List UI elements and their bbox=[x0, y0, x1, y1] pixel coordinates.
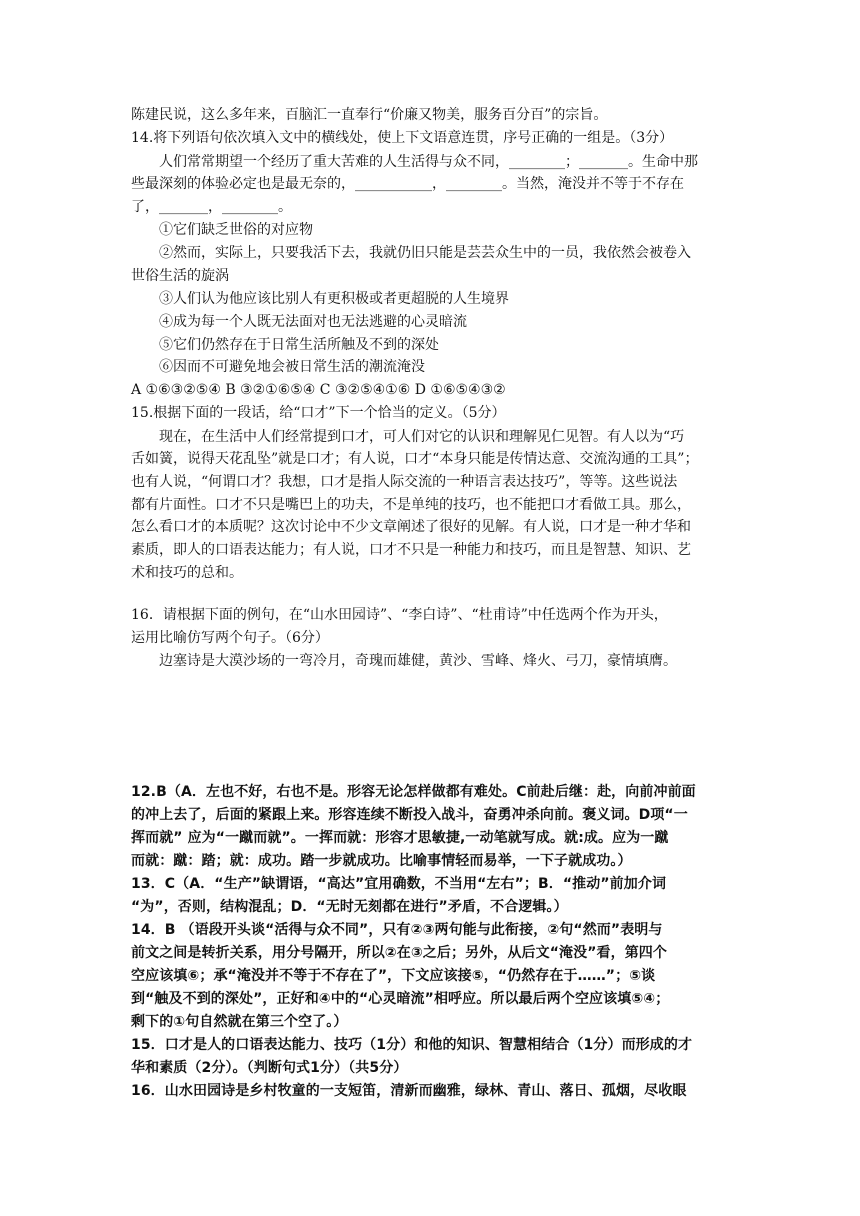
answer-line: 的冲上去了，后面的紧跟上来。形容连续不断投入战斗，奋勇冲杀向前。褒义词。D项“一 bbox=[131, 807, 688, 823]
intro-line: 陈建民说，这么多年来，百脑汇一直奉行“价廉又物美，服务百分百”的宗旨。 bbox=[131, 107, 608, 123]
question-15-stem: 15.根据下面的一段话，给“口才”下一个恰当的定义。（5分） bbox=[131, 405, 506, 421]
answer-line: 空应该填⑥；承“淹没并不等于不存在了”，下文应该接⑤，“仍然存在于……”；⑤谈 bbox=[131, 968, 656, 984]
question-15-passage-line: 术和技巧的总和。 bbox=[131, 565, 243, 581]
answer-line: 前文之间是转折关系，用分号隔开，所以②在③之后；另外，从后文“淹没”看，第四个 bbox=[131, 945, 668, 961]
question-14-passage-line: 人们常常期望一个经历了重大苦难的人生活得与众不同，________；_______。生命中那 bbox=[159, 154, 698, 170]
answer-line: 而就：蹴：踏；就：成功。踏一步就成功。比喻事情轻而易举，一下子就成功。） bbox=[131, 853, 632, 869]
question-15-passage-line: 素质，即人的口语表达能力；有人说，口才不只是一种能力和技巧，而且是智慧、知识、艺 bbox=[131, 542, 691, 558]
answer-line: 13．C（A．“生产”缺谓语，“高达”宜用确数，不当用“左右”；B．“推动”前加介词 bbox=[131, 876, 667, 892]
question-15-passage-line: 都有片面性。口才不只是嘴巴上的功夫，不是单纯的技巧，也不能把口才看做工具。那么， bbox=[131, 497, 691, 513]
question-14-item: ⑤它们仍然存在于日常生活所触及不到的深处 bbox=[159, 337, 439, 353]
answer-line: 16．山水田园诗是乡村牧童的一支短笛，清新而幽雅，绿林、青山、落日、孤烟，尽收眼 bbox=[131, 1083, 687, 1099]
question-16-stem: 16．请根据下面的例句，在“山水田园诗”、“李白诗”、“杜甫诗”中任选两个作为开头， bbox=[131, 607, 668, 623]
question-14-passage-line: 些最深刻的体验必定也是最无奈的，___________，________。当然，淹没并不等于不存在 bbox=[131, 176, 684, 192]
question-14-passage-line: 了，_______，________。 bbox=[131, 199, 292, 215]
question-14-item: ③人们认为他应该比别人有更积极或者更超脱的人生境界 bbox=[159, 291, 509, 307]
question-15-passage-line: 也有人说，“何谓口才？我想，口才是指人际交流的一种语言表达技巧”，等等。这些说法 bbox=[131, 474, 678, 490]
question-14-item: ④成为每一个人既无法面对也无法逃避的心灵暗流 bbox=[159, 314, 467, 330]
question-15-passage-line: 现在，在生活中人们经常提到口才，可人们对它的认识和理解见仁见智。有人以为“巧 bbox=[159, 429, 685, 445]
question-15-passage-line: 怎么看口才的本质呢？这次讨论中不少文章阐述了很好的见解。有人说，口才是一种才华和 bbox=[131, 519, 691, 535]
answer-line: 华和素质（2分）。（判断句式1分）（共5分） bbox=[131, 1060, 408, 1076]
answer-line: 15．口才是人的口语表达能力、技巧（1分）和他的知识、智慧相结合（1分）而形成的才 bbox=[131, 1037, 693, 1053]
question-14-options: A ①⑥③②⑤④ B ③②①⑥⑤④ C ③②⑤④①⑥ D ①⑥⑤④③② bbox=[131, 382, 506, 398]
answer-line: 12.B（A．左也不好，右也不是。形容无论怎样做都有难处。C前赴后继：赴，向前冲前面 bbox=[131, 784, 696, 800]
question-16-stem: 运用比喻仿写两个句子。（6分） bbox=[131, 630, 329, 646]
question-14-item: ①它们缺乏世俗的对应物 bbox=[159, 222, 313, 238]
answer-line: “为”，否则，结构混乱；D．“无时无刻都在进行”矛盾，不合逻辑。） bbox=[131, 899, 568, 915]
question-15-passage-line: 舌如簧，说得天花乱坠”就是口才；有人说，口才“本身只能是传情达意、交流沟通的工具”； bbox=[131, 451, 699, 467]
question-14-stem: 14.将下列语句依次填入文中的横线处，使上下文语意连贯，序号正确的一组是。（3分） bbox=[131, 130, 674, 146]
question-16-example: 边塞诗是大漠沙场的一弯冷月，奇瑰而雄健，黄沙、雪峰、烽火、弓刀，豪情填膺。 bbox=[159, 653, 677, 669]
answer-line: 到“触及不到的深处”，正好和④中的“心灵暗流”相呼应。所以最后两个空应该填⑤④； bbox=[131, 991, 670, 1007]
question-14-item: ②然而，实际上，只要我活下去，我就仍旧只能是芸芸众生中的一员，我依然会被卷入 bbox=[159, 245, 691, 261]
answer-line: 挥而就” 应为“一蹴而就”。一挥而就：形容才思敏捷,一动笔就写成。就:成。应为一蹴 bbox=[131, 830, 669, 846]
answer-line: 14．B （语段开头谈“活得与众不同”，只有②③两句能与此衔接，②句“然而”表明与 bbox=[131, 922, 663, 938]
question-14-item: 世俗生活的旋涡 bbox=[131, 268, 229, 284]
answer-line: 剩下的①句自然就在第三个空了。） bbox=[131, 1014, 348, 1030]
question-14-item: ⑥因而不可避免地会被日常生活的潮流淹没 bbox=[159, 359, 425, 375]
